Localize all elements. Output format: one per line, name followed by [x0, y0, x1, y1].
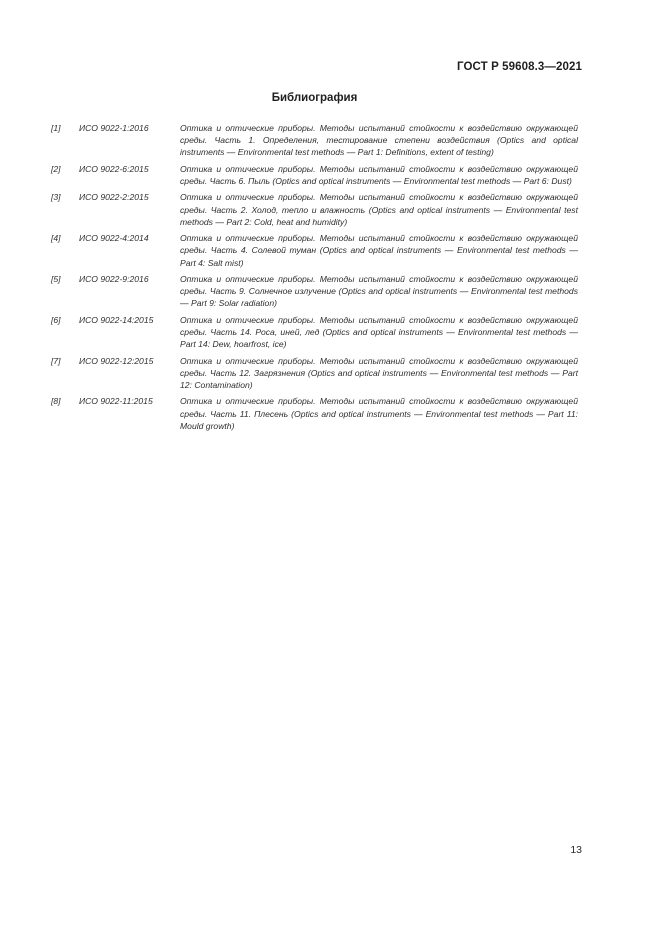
entry-description: Оптика и оптические приборы. Методы испытаний стойкости к воздействию окружающей среды. Часть 1. Определения, тестирование степени воздействия (Optics and optical instruments — Environmental test methods — Part 1: Definitions, extent of testing) — [180, 123, 578, 158]
standard-code: ИСО 9022-11:2015 — [79, 396, 153, 407]
document-code: ГОСТ Р 59608.3—2021 — [457, 61, 582, 73]
standard-code: ИСО 9022-4:2014 — [79, 233, 149, 244]
standard-code: ИСО 9022-12:2015 — [79, 355, 154, 366]
bibliography-entry — [51, 232, 578, 269]
entry-number: [8] — [51, 396, 61, 407]
entry-description: Оптика и оптические приборы. Методы испытаний стойкости к воздействию окружающей среды. Часть 9. Солнечное излучение (Optics and optical instruments — Environmental test methods — Part 9: Solar radiation) — [180, 273, 578, 309]
standard-code: ИСО 9022-2:2015 — [79, 192, 149, 203]
bibliography-entry — [51, 163, 578, 187]
standard-code: ИСО 9022-1:2016 — [79, 123, 149, 133]
entry-number: [1] — [51, 123, 61, 133]
bibliography-entry — [51, 273, 578, 310]
bibliography-entry — [51, 122, 578, 159]
bibliography-entry — [51, 395, 578, 432]
entry-number: [6] — [51, 314, 61, 325]
entry-number: [2] — [51, 163, 61, 174]
bibliography-entry — [51, 191, 578, 228]
section-title: Библиография — [271, 92, 358, 104]
bibliography-list — [51, 122, 578, 436]
entry-number: [7] — [51, 355, 61, 366]
standard-code: ИСО 9022-6:2015 — [79, 163, 149, 174]
entry-description: Оптика и оптические приборы. Методы испытаний стойкости к воздействию окружающей среды. Часть 11. Плесень (Optics and optical instruments — Environmental test methods — Part 11: Mould growth) — [180, 396, 578, 431]
entry-description: Оптика и оптические приборы. Методы испытаний стойкости к воздействию окружающей среды. Часть 2. Холод, тепло и влажность (Optics and optical instruments — Environmental test methods — Part 2: Cold, heat and humidity) — [180, 192, 578, 227]
entry-description: Оптика и оптические приборы. Методы испытаний стойкости к воздействию окружающей среды. Часть 6. Пыль (Optics and optical instruments — Environmental test methods — Part 6: Dust) — [180, 163, 578, 186]
bibliography-entry — [51, 314, 578, 351]
entry-number: [4] — [51, 233, 61, 244]
page-number: 13 — [570, 844, 582, 856]
entry-description: Оптика и оптические приборы. Методы испытаний стойкости к воздействию окружающей среды. Часть 12. Загрязнения (Optics and optical instruments — Environmental test methods — Part 12: Contamination) — [180, 355, 578, 390]
standard-code: ИСО 9022-14:2015 — [79, 314, 154, 325]
entry-description: Оптика и оптические приборы. Методы испытаний стойкости к воздействию окружающей среды. Часть 4. Солевой туман (Optics and optical instruments — Environmental test methods — Part 4: Salt mist) — [180, 233, 578, 268]
bibliography-entry — [51, 355, 578, 392]
entry-number: [5] — [51, 273, 61, 284]
entry-description: Оптика и оптические приборы. Методы испытаний стойкости к воздействию окружающей среды. Часть 14. Роса, иней, лед (Optics and optical instruments — Environmental test methods — Part 14: Dew, hoarfrost, ice) — [180, 314, 578, 350]
standard-code: ИСО 9022-9:2016 — [79, 273, 149, 284]
entry-number: [3] — [51, 192, 61, 203]
